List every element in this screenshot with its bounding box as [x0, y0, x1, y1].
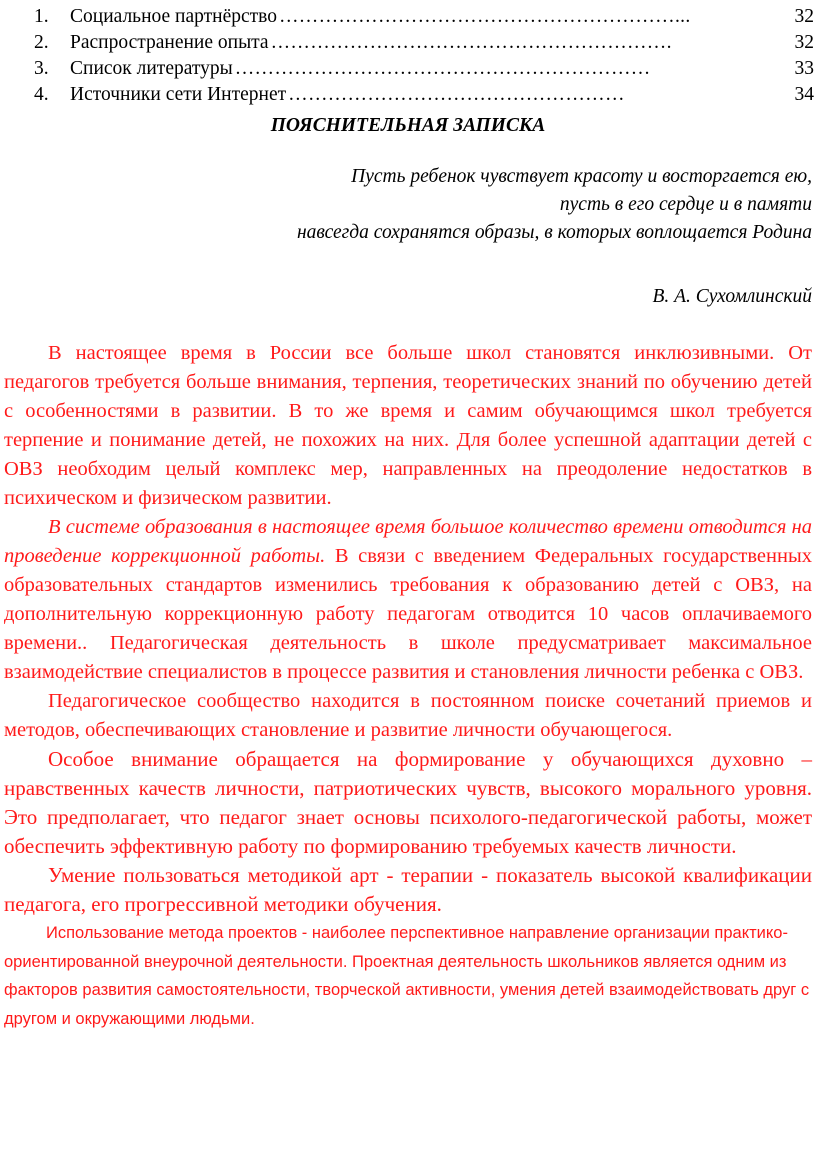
- body-text: [4, 339, 812, 1033]
- section-heading: ПОЯСНИТЕЛЬНАЯ ЗАПИСКА: [270, 115, 546, 136]
- toc-page-number: 34: [794, 84, 814, 105]
- toc-leader: ……………………………………………………...: [278, 6, 691, 27]
- toc-leader: ………………………………………………………: [234, 58, 651, 79]
- epigraph-line: навсегда сохранятся образы, в которых воплощается Родина: [297, 222, 812, 243]
- toc-number: 4.: [34, 84, 49, 105]
- toc-page-number: 32: [794, 6, 814, 27]
- toc-item: [34, 82, 814, 108]
- toc-leader: …………………………………………………….: [270, 32, 672, 53]
- toc-item: [34, 30, 814, 56]
- paragraph: [4, 513, 812, 687]
- paragraph: Педагогическое сообщество находится в постоянном поиске сочетаний приемов и методов, обеспечивающих становление и развитие личности обучающегося.: [4, 690, 812, 741]
- toc-page-number: 32: [794, 32, 814, 53]
- paragraph: Использование метода проектов - наиболее перспективное направление организации практико-ориентированной внеурочной деятельности. Проектная деятельность школьников является одним из факторов развития самостоятельности, творческой активности, умения детей взаимодействовать друг с другом и окружающими людьми.: [4, 924, 810, 1028]
- epigraph-author: В. А. Сухомлинский: [652, 286, 812, 307]
- epigraph-line: Пусть ребенок чувствует красоту и восторгается ею,: [351, 166, 812, 187]
- toc-page-number: 33: [794, 58, 814, 79]
- paragraph-emphasis: В системе образования в настоящее время большое количество времени отводится на проведение коррекционной работы.: [4, 516, 812, 567]
- epigraph-line: пусть в его сердце и в памяти: [559, 194, 812, 215]
- toc-title: Распространение опыта: [70, 32, 269, 53]
- table-of-contents: [34, 4, 814, 108]
- toc-number: 3.: [34, 58, 49, 79]
- paragraph: Умение пользоваться методикой арт - терапии - показатель высокой квалификации педагога, его прогрессивной методики обучения.: [4, 863, 812, 916]
- toc-number: 1.: [34, 6, 49, 27]
- paragraph: Особое внимание обращается на формирование у обучающихся духовно – нравственных качеств личности, патриотических чувств, высокого морального уровня. Это предполагает, что педагог знает основы психолого-педагогической работы, может обеспечить эффективную работу по формированию требуемых качеств личности.: [4, 747, 812, 858]
- paragraph: В настоящее время в России все больше школ становятся инклюзивными. От педагогов требуется больше внимания, терпения, теоретических знаний по обучению детей с особенностями в развитии. В то же время и самим обучающимся школ требуется терпение и понимание детей, не похожих на них. Для более успешной адаптации детей с ОВЗ необходим целый комплекс мер, направленных на преодоление недостатков в психическом и физическом развитии.: [4, 342, 812, 509]
- toc-title: Список литературы: [70, 58, 233, 79]
- toc-leader: ……………………………………………: [288, 84, 625, 105]
- toc-number: 2.: [34, 32, 49, 53]
- paragraph-text: В связи с введением Федеральных государственных образовательных стандартов изменились требования к образованию детей с ОВЗ, на дополнительную коррекционную работу педагогам отводится 10 часов оплачиваемого времени.. Педагогическая деятельность в школе предусматривает максимальное взаимодействие специалистов в процессе развития и становления личности ребенка с ОВЗ.: [4, 545, 812, 683]
- epigraph: [32, 163, 812, 247]
- toc-item: [34, 56, 814, 82]
- toc-title: Социальное партнёрство: [70, 6, 277, 27]
- toc-item: [34, 4, 814, 30]
- toc-title: Источники сети Интернет: [70, 84, 287, 105]
